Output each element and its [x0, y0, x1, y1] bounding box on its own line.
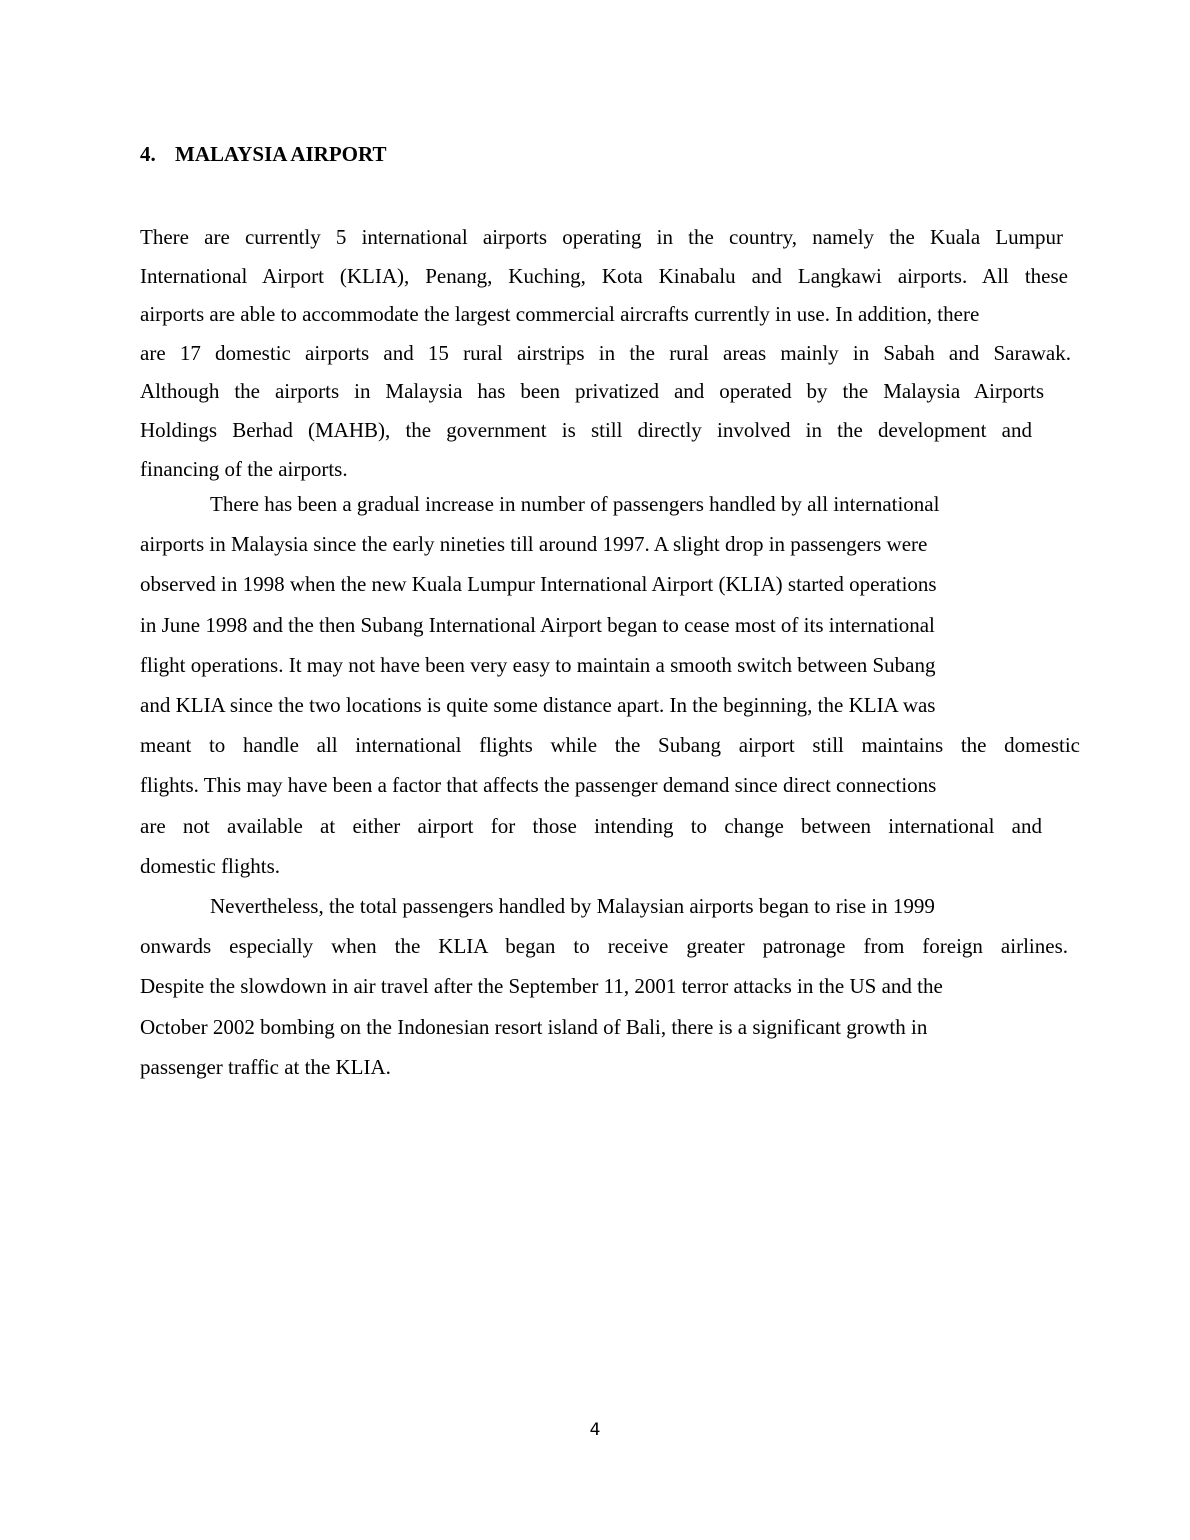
- paragraph-line: airports are able to accommodate the largest commercial aircrafts currently in use. In addition, there: [140, 302, 980, 327]
- paragraph-line: passenger traffic at the KLIA.: [140, 1054, 391, 1079]
- section-heading: [140, 140, 386, 168]
- paragraph-line: Holdings Berhad (MAHB), the government is still directly involved in the development and: [140, 417, 1032, 442]
- paragraph-line: in June 1998 and the then Subang International Airport began to cease most of its international: [140, 612, 935, 637]
- paragraph-line: airports in Malaysia since the early nineties till around 1997. A slight drop in passengers were: [140, 532, 928, 557]
- paragraph-line: meant to handle all international flights while the Subang airport still maintains the domestic: [140, 733, 1080, 758]
- paragraph-line: October 2002 bombing on the Indonesian resort island of Bali, there is a significant growth in: [140, 1014, 928, 1039]
- paragraph-line: There has been a gradual increase in number of passengers handled by all international: [210, 492, 940, 516]
- paragraph-1: [140, 218, 1071, 488]
- paragraph-line: onwards especially when the KLIA began to receive greater patronage from foreign airlines.: [140, 934, 1068, 959]
- paragraph-line: Although the airports in Malaysia has been privatized and operated by the Malaysia Airports: [140, 379, 1044, 404]
- section-number: 4.: [140, 142, 156, 166]
- paragraph-line: observed in 1998 when the new Kuala Lumpur International Airport (KLIA) started operations: [140, 572, 937, 597]
- page-number: 4: [589, 1420, 601, 1440]
- paragraph-line: International Airport (KLIA), Penang, Kuching, Kota Kinabalu and Langkawi airports. All these: [140, 263, 1068, 288]
- section-title: MALAYSIA AIRPORT: [175, 142, 387, 166]
- paragraph-line: flights. This may have been a factor that affects the passenger demand since direct connections: [140, 773, 937, 798]
- paragraph-line: flight operations. It may not have been very easy to maintain a smooth switch between Subang: [140, 652, 936, 677]
- paragraph-line: are not available at either airport for those intending to change between international and: [140, 813, 1042, 838]
- paragraph-line: are 17 domestic airports and 15 rural airstrips in the rural areas mainly in Sabah and Sarawak.: [140, 340, 1071, 365]
- paragraph-2: [140, 484, 1080, 886]
- paragraph-line: domestic flights.: [140, 853, 280, 878]
- paragraph-line: There are currently 5 international airports operating in the country, namely the Kuala Lumpur: [140, 225, 1063, 249]
- paragraph-3: [140, 886, 1068, 1087]
- paragraph-line: Despite the slowdown in air travel after the September 11, 2001 terror attacks in the US and the: [140, 974, 943, 999]
- paragraph-line: Nevertheless, the total passengers handled by Malaysian airports began to rise in 1999: [210, 894, 935, 918]
- paragraph-line: and KLIA since the two locations is quite some distance apart. In the beginning, the KLIA was: [140, 692, 936, 717]
- paragraph-line: financing of the airports.: [140, 456, 348, 481]
